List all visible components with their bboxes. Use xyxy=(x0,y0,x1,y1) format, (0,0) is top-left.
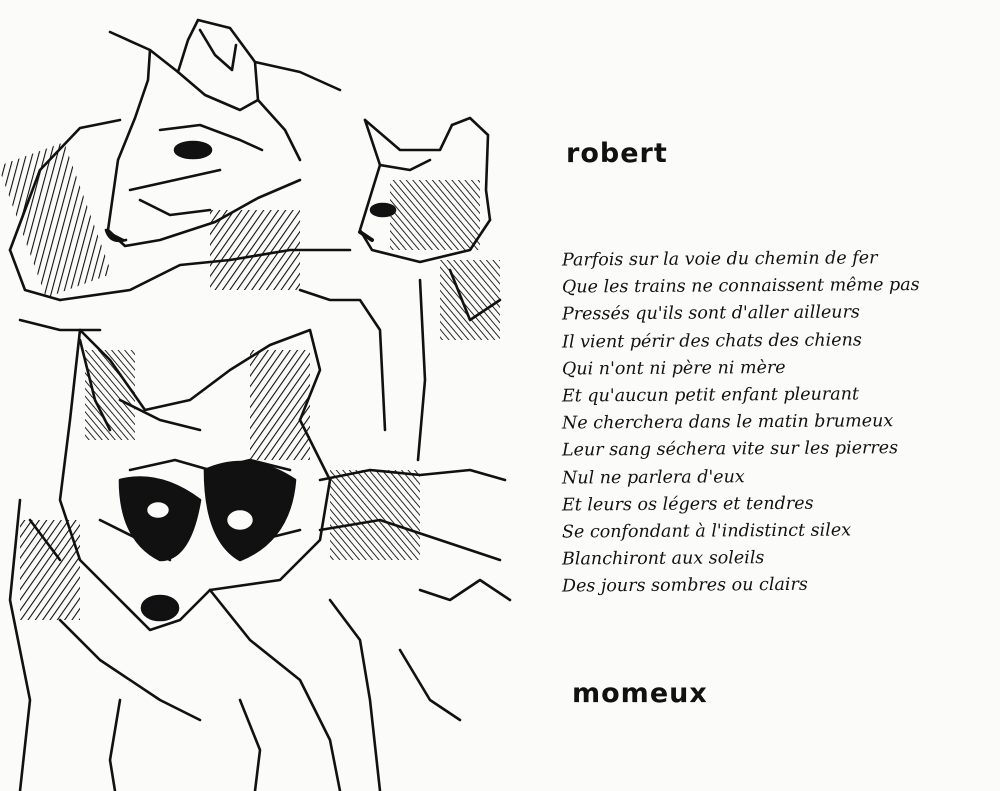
poem-line: Nul ne parlera d'eux xyxy=(561,466,745,489)
poem-line: Parfois sur la voie du chemin de fer xyxy=(561,248,878,271)
poem-line: Qui n'ont ni père ni mère xyxy=(561,357,786,380)
author-last-name: momeux xyxy=(572,678,708,709)
poem-line: Il vient périr des chats des chiens xyxy=(561,329,862,353)
author-first-name: robert xyxy=(566,138,668,169)
fox-head-large xyxy=(60,330,330,630)
poem-line: Et qu'aucun petit enfant pleurant xyxy=(561,384,860,407)
poem-line: Et leurs os légers et tendres xyxy=(561,493,814,516)
poem-line: Des jours sombres ou clairs xyxy=(561,575,808,597)
fox-head-small xyxy=(360,118,490,262)
poem-line: Pressés qu'ils sont d'aller ailleurs xyxy=(561,302,860,325)
poem-line: Leur sang séchera vite sur les pierres xyxy=(561,438,899,461)
poem-line: Se confondant à l'indistinct silex xyxy=(561,520,852,543)
poem-line: Ne cherchera dans le matin brumeux xyxy=(561,411,894,434)
poem-line: Que les trains ne connaissent même pas xyxy=(561,275,920,298)
poem xyxy=(562,246,992,599)
poem-line: Blanchiront aux soleils xyxy=(561,548,765,570)
